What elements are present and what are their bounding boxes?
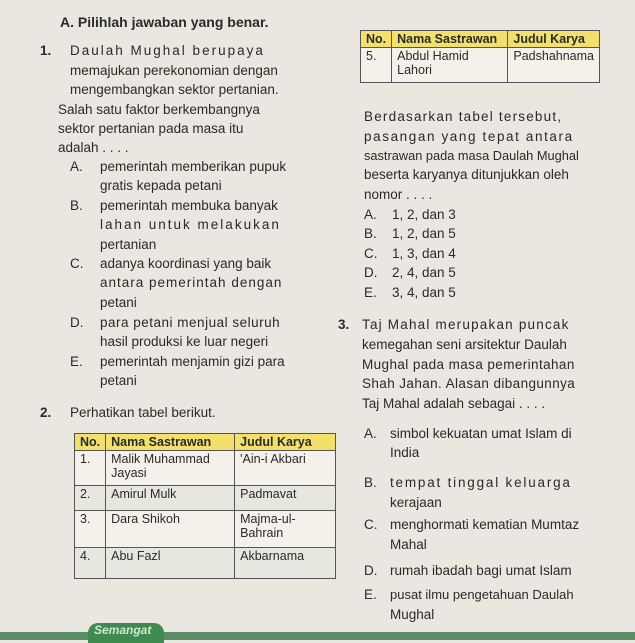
q1-option-b-letter[interactable]: B. (70, 198, 83, 213)
q2-option-c-letter[interactable]: C. (364, 246, 378, 261)
table-cell-no: 5. (361, 48, 392, 83)
q2-question-line: Berdasarkan tabel tersebut, (364, 109, 563, 124)
q1-option-c-letter[interactable]: C. (70, 256, 84, 271)
q2-question-line: beserta karyanya ditunjukkan oleh (364, 167, 569, 182)
table-header-nama-sastrawan: Nama Sastrawan (392, 31, 508, 48)
q3-option-e-letter[interactable]: E. (364, 587, 377, 602)
table-header-nama-sastrawan: Nama Sastrawan (106, 434, 235, 451)
table-cell-no: 2. (75, 486, 106, 511)
q1-option-a-letter[interactable]: A. (70, 159, 83, 174)
q1-option-d-text: para petani menjual seluruh (100, 315, 281, 330)
q1-number: 1. (40, 43, 52, 58)
q3-option-a-text: India (390, 445, 420, 460)
table-cell-nama: Abu Fazl (106, 548, 235, 579)
q2-table-part1 (74, 433, 336, 579)
table-cell-nama: Amirul Mulk (106, 486, 235, 511)
q1-stem-line: mengembangkan sektor pertanian. (70, 82, 279, 97)
footer-badge: Semangat (88, 623, 164, 643)
q1-stem-line: adalah . . . . (58, 140, 129, 155)
q2-number: 2. (40, 405, 52, 420)
q1-stem-line: Daulah Mughal berupaya (70, 43, 265, 58)
q1-option-d-text: hasil produksi ke luar negeri (100, 334, 269, 349)
q2-option-d-letter[interactable]: D. (364, 265, 378, 280)
table-cell-nama: Abdul Hamid Lahori (392, 48, 508, 83)
q1-stem-line: Salah satu faktor berkembangnya (58, 102, 260, 117)
q2-question-line: pasangan yang tepat antara (364, 129, 574, 144)
q1-option-b-text: pertanian (100, 237, 157, 252)
q1-option-b-text: lahan untuk melakukan (100, 217, 281, 232)
q3-number: 3. (338, 317, 350, 332)
table-header-judul-karya: Judul Karya (235, 434, 336, 451)
q2-option-d-text: 2, 4, dan 5 (392, 265, 456, 280)
section-heading: A. Pilihlah jawaban yang benar. (60, 14, 269, 30)
q3-option-c-letter[interactable]: C. (364, 517, 378, 532)
table-row (361, 48, 600, 83)
q1-option-c-text: antara pemerintah dengan (100, 275, 283, 290)
q3-stem-line: Mughal pada masa pemerintahan (362, 357, 575, 372)
table-cell-judul: Padshahnama (508, 48, 600, 83)
table-cell-nama: Dara Shikoh (106, 511, 235, 548)
table-row (75, 486, 336, 511)
table-header-no: No. (361, 31, 392, 48)
q2-option-e-letter[interactable]: E. (364, 285, 377, 300)
q2-option-a-text: 1, 2, dan 3 (392, 207, 456, 222)
table-row (75, 511, 336, 548)
q3-option-d-text: rumah ibadah bagi umat Islam (390, 563, 572, 578)
q1-option-d-letter[interactable]: D. (70, 315, 84, 330)
q1-option-b-text: pemerintah membuka banyak (100, 198, 278, 213)
q2-option-b-letter[interactable]: B. (364, 226, 377, 241)
q3-stem-line: kemegahan seni arsitektur Daulah (362, 337, 567, 352)
table-cell-judul: Akbarnama (235, 548, 336, 579)
table-cell-no: 3. (75, 511, 106, 548)
q2-option-e-text: 3, 4, dan 5 (392, 285, 456, 300)
q2-question-line: sastrawan pada masa Daulah Mughal (364, 148, 579, 163)
q2-option-b-text: 1, 2, dan 5 (392, 226, 456, 241)
table-cell-nama: Malik Muhammad Jayasi (106, 451, 235, 486)
q1-option-c-text: petani (100, 295, 137, 310)
q3-option-e-text: Mughal (390, 607, 435, 622)
q1-option-e-text: petani (100, 373, 137, 388)
q3-stem-line: Taj Mahal merupakan puncak (362, 317, 570, 332)
q3-option-d-letter[interactable]: D. (364, 563, 378, 578)
table-header-no: No. (75, 434, 106, 451)
q2-option-c-text: 1, 3, dan 4 (392, 246, 456, 261)
q3-option-e-text: pusat ilmu pengetahuan Daulah (390, 587, 574, 602)
q3-option-b-text: tempat tinggal keluarga (390, 475, 572, 490)
q1-stem-line: memajukan perekonomian dengan (70, 63, 278, 78)
table-cell-judul: 'Ain-i Akbari (235, 451, 336, 486)
q2-question-line: nomor . . . . (364, 187, 433, 202)
table-header-judul-karya: Judul Karya (508, 31, 600, 48)
table-cell-no: 4. (75, 548, 106, 579)
q2-option-a-letter[interactable]: A. (364, 207, 377, 222)
table-cell-no: 1. (75, 451, 106, 486)
q3-stem-line: Taj Mahal adalah sebagai . . . . (362, 396, 546, 411)
q1-stem-line: sektor pertanian pada masa itu (58, 121, 244, 136)
q3-option-c-text: menghormati kematian Mumtaz (390, 517, 580, 532)
q3-option-a-letter[interactable]: A. (364, 426, 377, 441)
q2-table-part2 (360, 30, 600, 83)
q3-option-b-text: kerajaan (390, 495, 442, 510)
q3-stem-line: Shah Jahan. Alasan dibangunnya (362, 376, 576, 391)
q1-option-a-text: gratis kepada petani (100, 178, 222, 193)
table-row (75, 451, 336, 486)
q1-option-e-text: pemerintah menjamin gizi para (100, 354, 285, 369)
q3-option-c-text: Mahal (390, 537, 427, 552)
q3-option-b-letter[interactable]: B. (364, 475, 377, 490)
q3-option-a-text: simbol kekuatan umat Islam di (390, 426, 572, 441)
q1-option-a-text: pemerintah memberikan pupuk (100, 159, 287, 174)
table-cell-judul: Padmavat (235, 486, 336, 511)
table-cell-judul: Majma-ul-Bahrain (235, 511, 336, 548)
q1-option-c-text: adanya koordinasi yang baik (100, 256, 272, 271)
table-row (75, 548, 336, 579)
q2-stem: Perhatikan tabel berikut. (70, 405, 216, 420)
q1-option-e-letter[interactable]: E. (70, 354, 83, 369)
